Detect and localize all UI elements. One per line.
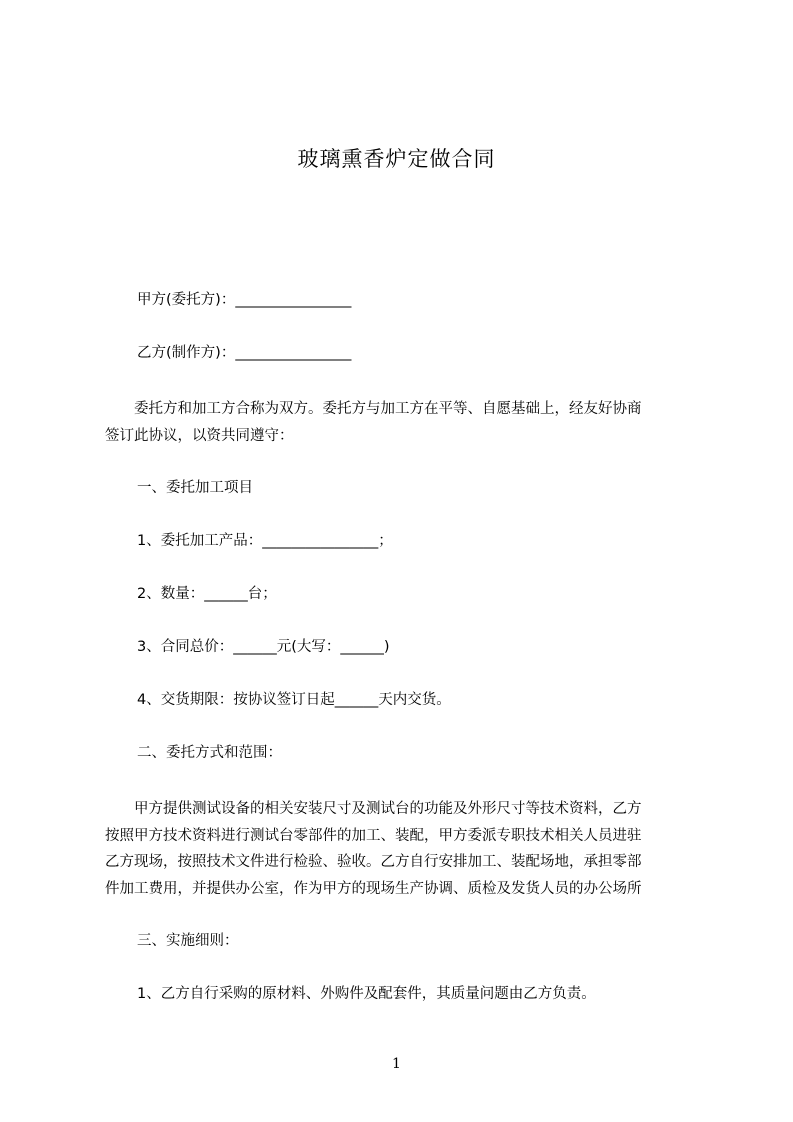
contract-title: 玻璃熏香炉定做合同 [297,147,496,171]
section-heading-1: 一、委托加工项目 [137,480,253,496]
item-quantity: 2、数量：______台； [137,586,277,602]
item-delivery-period: 4、交货期限：按协议签订日起______天内交货。 [137,692,451,708]
item-product: 1、委托加工产品：________________； [137,533,393,549]
scope-line-4: 件加工费用，并提供办公室，作为甲方的现场生产协调、质检及发货人员的办公场所 [105,880,642,897]
scope-line-2: 按照甲方技术资料进行测试台零部件的加工、装配，甲方委派专职技术相关人员进驻 [105,827,642,844]
detail-item-1: 1、乙方自行采购的原材料、外购件及配套件，其质量问题由乙方负责。 [137,986,596,1002]
intro-paragraph [105,396,699,449]
party-a-line: 甲方(委托方)：________________ [137,292,352,308]
intro-line-1: 委托方和加工方合称为双方。委托方与加工方在平等、自愿基础上，经友好协商 [105,401,642,417]
party-b-line: 乙方(制作方)：________________ [137,345,352,361]
scope-line-3: 乙方现场，按照技术文件进行检验、验收。乙方自行安排加工、装配场地，承担零部 [105,854,642,870]
page-number: 1 [392,1056,401,1072]
intro-line-2: 签订此协议，以资共同遵守： [105,427,294,444]
section-heading-2: 二、委托方式和范围： [137,745,282,761]
section-heading-3: 三、实施细则： [137,933,239,949]
scope-line-1: 甲方提供测试设备的相关安装尺寸及测试台的功能及外形尺寸等技术资料，乙方 [105,801,642,817]
scope-paragraph [105,796,699,902]
item-total-price: 3、合同总价：______元(大写：______) [137,639,390,655]
